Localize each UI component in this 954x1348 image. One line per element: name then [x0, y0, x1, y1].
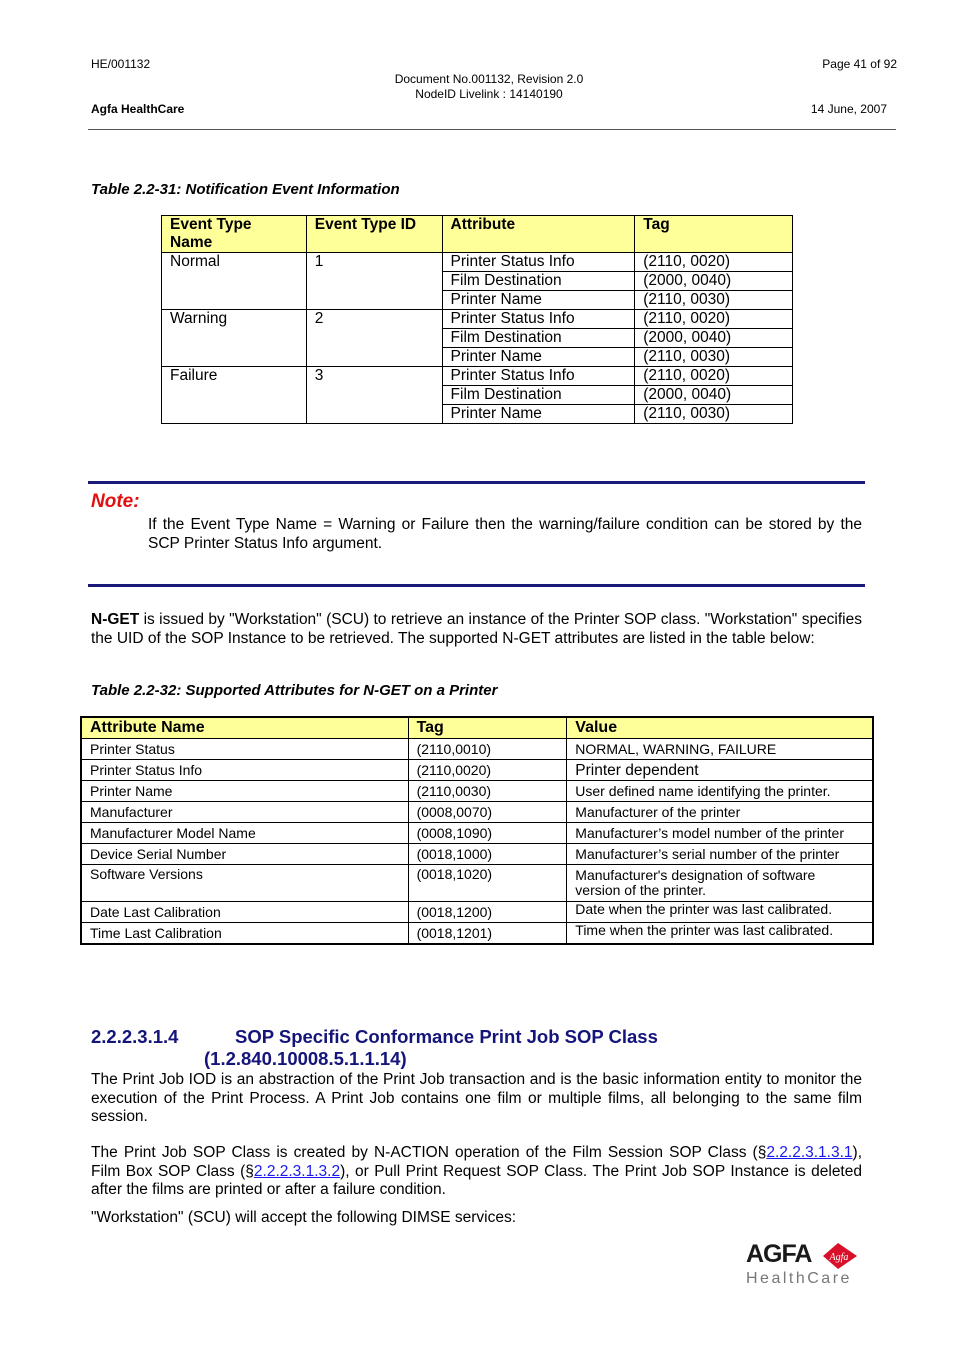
- attribute-name-cell: Manufacturer: [81, 802, 408, 823]
- tag-cell: (2110,0020): [408, 760, 567, 781]
- table-row: [81, 802, 873, 823]
- agfa-logo-text: AGFA: [746, 1240, 812, 1268]
- tag-cell: (2110, 0020): [635, 367, 793, 386]
- paragraph-text: The Print Job SOP Class is created by N-ACTION operation of the Film Session SOP Class (§: [91, 1144, 767, 1161]
- value-cell: Manufacturer’s serial number of the printer: [567, 844, 873, 865]
- tag-cell: (0008,0070): [408, 802, 567, 823]
- column-header: Tag: [408, 717, 567, 739]
- notification-event-table: [161, 215, 793, 424]
- tag-cell: (0018,1000): [408, 844, 567, 865]
- attribute-cell: Printer Status Info: [442, 253, 635, 272]
- attribute-name-cell: Printer Name: [81, 781, 408, 802]
- attribute-cell: Printer Name: [442, 405, 635, 424]
- company-name: Agfa HealthCare: [91, 102, 185, 116]
- table-row: [81, 865, 873, 902]
- nget-attributes-table: [80, 716, 874, 945]
- value-cell: Manufacturer of the printer: [567, 802, 873, 823]
- tag-cell: (0018,1020): [408, 865, 567, 902]
- tag-cell: (0008,1090): [408, 823, 567, 844]
- attribute-name-cell: Printer Status: [81, 739, 408, 760]
- attribute-cell: Printer Name: [442, 348, 635, 367]
- table1-caption: Table 2.2-31: Notification Event Information: [91, 181, 400, 198]
- node-id: NodeID Livelink : 14140190: [415, 87, 563, 101]
- section-title: SOP Specific Conformance Print Job SOP Class: [235, 1026, 658, 1047]
- event-type-id: 3: [306, 367, 442, 424]
- column-header: Attribute Name: [81, 717, 408, 739]
- tag-cell: (2110, 0030): [635, 348, 793, 367]
- note-bottom-rule: [88, 584, 865, 587]
- value-cell: Manufacturer’s model number of the printer: [567, 823, 873, 844]
- document-number: Document No.001132, Revision 2.0: [394, 72, 584, 86]
- print-job-paragraph-2: [91, 1144, 862, 1200]
- attribute-name-cell: Printer Status Info: [81, 760, 408, 781]
- event-type-id: 2: [306, 310, 442, 367]
- doc-code: HE/001132: [91, 57, 151, 71]
- section-number: 2.2.2.3.1.4: [91, 1026, 179, 1047]
- attribute-name-cell: Manufacturer Model Name: [81, 823, 408, 844]
- attribute-name-cell: Date Last Calibration: [81, 902, 408, 923]
- table-row: [81, 902, 873, 923]
- film-session-section-link[interactable]: 2.2.2.3.1.3.1: [766, 1144, 853, 1161]
- event-type-name: Warning: [162, 310, 307, 367]
- table-row: [162, 253, 793, 272]
- attribute-name-cell: Device Serial Number: [81, 844, 408, 865]
- note-top-rule: [88, 481, 865, 484]
- section-title-oid: (1.2.840.10008.5.1.1.14): [204, 1048, 407, 1069]
- attribute-cell: Film Destination: [442, 329, 635, 348]
- nget-keyword: N-GET: [91, 611, 140, 628]
- tag-cell: (2000, 0040): [635, 329, 793, 348]
- attribute-cell: Printer Status Info: [442, 310, 635, 329]
- document-date: 14 June, 2007: [810, 102, 887, 116]
- nget-text: is issued by "Workstation" (SCU) to retrieve an instance of the Printer SOP class. "Workstation" specifies the UID of the SOP Instance to be retrieved. The supported N-GET attributes are listed in the table below:: [91, 611, 862, 647]
- agfa-rhombus-icon: [820, 1241, 860, 1271]
- header-rule: [88, 129, 896, 130]
- paragraph-text: ), or Pull Print Request SOP Class. The Print Job SOP Instance is deleted after the films are printed or after a failure condition.: [91, 1162, 862, 1198]
- dimse-services-paragraph: "Workstation" (SCU) will accept the following DIMSE services:: [91, 1209, 517, 1226]
- column-header: Attribute: [442, 216, 635, 253]
- table-row: [81, 760, 873, 781]
- event-type-id: 1: [306, 253, 442, 310]
- print-job-paragraph-1: The Print Job IOD is an abstraction of the Print Job transaction and is the basic information entity to monitor the execution of the Print Process. A Print Job contains one film or multiple films, all belonging to the same film session.: [91, 1071, 862, 1125]
- value-cell: Time when the printer was last calibrated.: [567, 923, 873, 945]
- value-cell: Date when the printer was last calibrated.: [567, 902, 873, 923]
- attribute-cell: Film Destination: [442, 272, 635, 291]
- note-title: Note:: [91, 491, 140, 512]
- column-header: Event Type ID: [306, 216, 442, 253]
- event-type-name: Failure: [162, 367, 307, 424]
- column-header: Event Type Name: [162, 216, 307, 253]
- attribute-name-cell: Time Last Calibration: [81, 923, 408, 945]
- column-header: Value: [567, 717, 873, 739]
- value-cell: User defined name identifying the printer.: [567, 781, 873, 802]
- attribute-cell: Film Destination: [442, 386, 635, 405]
- attribute-cell: Printer Status Info: [442, 367, 635, 386]
- table-row: [81, 823, 873, 844]
- tag-cell: (0018,1200): [408, 902, 567, 923]
- value-cell: Manufacturer's designation of software version of the printer.: [567, 865, 873, 902]
- table-header-row: [162, 216, 793, 253]
- value-cell: NORMAL, WARNING, FAILURE: [567, 739, 873, 760]
- tag-cell: (2000, 0040): [635, 272, 793, 291]
- tag-cell: (2000, 0040): [635, 386, 793, 405]
- tag-cell: (2110, 0020): [635, 310, 793, 329]
- table-header-row: [81, 717, 873, 739]
- agfa-badge-text: Agfa: [829, 1252, 849, 1263]
- tag-cell: (2110,0010): [408, 739, 567, 760]
- tag-cell: (2110, 0030): [635, 405, 793, 424]
- table2-caption: Table 2.2-32: Supported Attributes for N-GET on a Printer: [91, 682, 498, 699]
- tag-cell: (2110,0030): [408, 781, 567, 802]
- table-row: [81, 739, 873, 760]
- note-text: If the Event Type Name = Warning or Failure then the warning/failure condition can be stored by the SCP Printer Status Info argument.: [148, 516, 862, 552]
- event-type-name: Normal: [162, 253, 307, 310]
- table-row: [81, 781, 873, 802]
- table-row: [162, 367, 793, 386]
- nget-paragraph: [91, 611, 862, 648]
- tag-cell: (2110, 0020): [635, 253, 793, 272]
- table-row: [81, 923, 873, 945]
- film-box-section-link[interactable]: 2.2.2.3.1.3.2: [253, 1162, 341, 1180]
- column-header: Tag: [635, 216, 793, 253]
- value-cell: Printer dependent: [567, 760, 873, 781]
- healthcare-logo-text: HealthCare: [746, 1270, 852, 1287]
- table-row: [162, 310, 793, 329]
- attribute-name-cell: Software Versions: [81, 865, 408, 902]
- table-row: [81, 844, 873, 865]
- page-number: Page 41 of 92: [822, 57, 897, 71]
- tag-cell: (2110, 0030): [635, 291, 793, 310]
- paragraph-text: ), Film Box SOP Class (§: [91, 1144, 862, 1180]
- tag-cell: (0018,1201): [408, 923, 567, 945]
- attribute-cell: Printer Name: [442, 291, 635, 310]
